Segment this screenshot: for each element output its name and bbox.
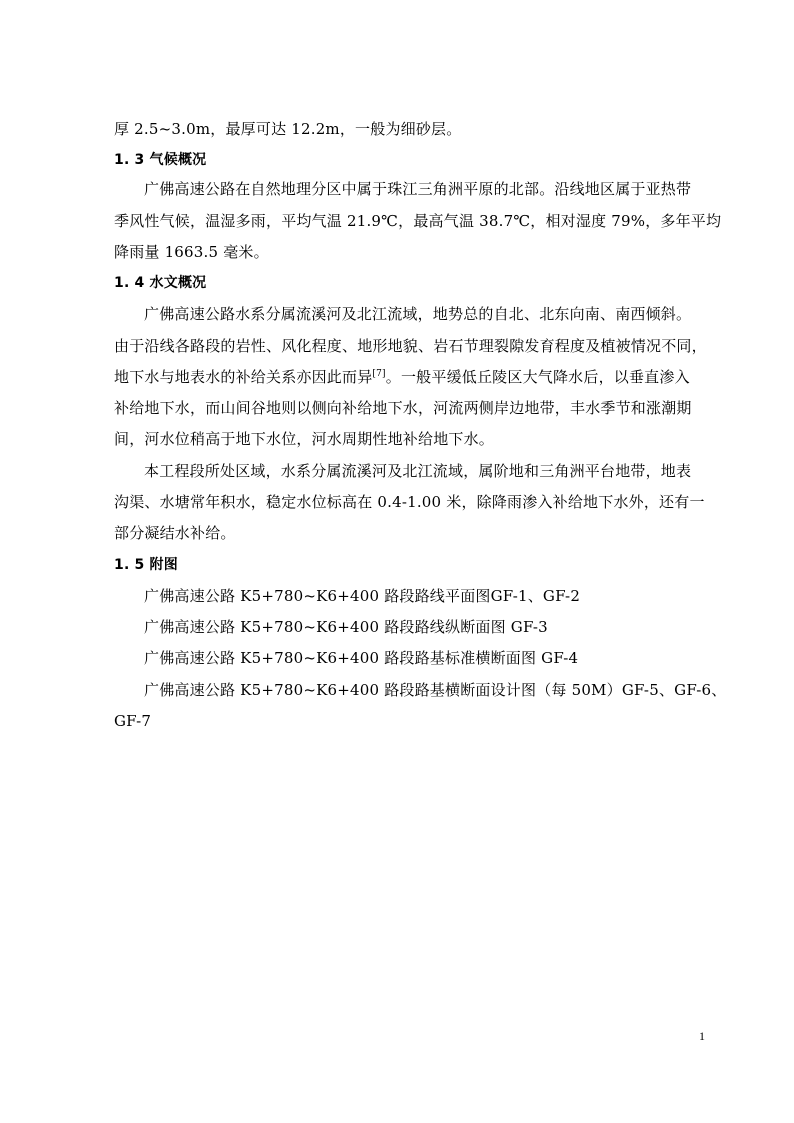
drawing-list-item-continuation: GF-7	[114, 712, 152, 730]
paragraph-line: 广佛高速公路水系分属流溪河及北江流域，地势总的自北、北东向南、南西倾斜。	[144, 305, 692, 323]
drawing-list-item: 广佛高速公路 K5+780~K6+400 路段路线平面图GF-1、GF-2	[144, 587, 581, 605]
paragraph-text: 。一般平缓低丘陵区大气降水后，以垂直渗入	[385, 368, 690, 386]
paragraph-text: 地下水与地表水的补给关系亦因此而异	[114, 368, 373, 386]
drawing-list-item: 广佛高速公路 K5+780~K6+400 路段路线纵断面图 GF-3	[144, 618, 548, 636]
drawing-list-item: 广佛高速公路 K5+780~K6+400 路段路基横断面设计图（每 50M）GF-5、GF-6、	[144, 681, 727, 699]
paragraph-line: 补给地下水，而山间谷地则以侧向补给地下水，河流两侧岸边地带，丰水季节和涨潮期	[114, 399, 692, 417]
paragraph-line: 部分凝结水补给。	[114, 524, 236, 542]
paragraph-line	[114, 362, 724, 392]
paragraph-line: 本工程段所处区域，水系分属流溪河及北江流域，属阶地和三角洲平台地带，地表	[144, 462, 692, 480]
paragraph-line: 广佛高速公路在自然地理分区中属于珠江三角洲平原的北部。沿线地区属于亚热带	[144, 180, 692, 198]
paragraph-line: 间，河水位稍高于地下水位，河水周期性地补给地下水。	[114, 430, 495, 448]
paragraph-line: 厚 2.5~3.0m，最厚可达 12.2m，一般为细砂层。	[114, 120, 462, 138]
paragraph-line: 季风性气候，温湿多雨，平均气温 21.9℃，最高气温 38.7℃，相对湿度 79%，多年平均	[114, 212, 722, 230]
section-heading-climate: 1. 3 气候概况	[114, 152, 207, 168]
citation-reference: [7]	[372, 369, 386, 379]
drawing-list-item: 广佛高速公路 K5+780~K6+400 路段路基标准横断面图 GF-4	[144, 649, 579, 667]
section-heading-hydrology: 1. 4 水文概况	[114, 275, 207, 291]
paragraph-line: 沟渠、水塘常年积水，稳定水位标高在 0.4-1.00 米，除降雨渗入补给地下水外，还有一	[114, 493, 705, 511]
paragraph-line: 降雨量 1663.5 毫米。	[114, 243, 269, 261]
section-heading-drawings: 1. 5 附图	[114, 557, 178, 573]
page-number: 1	[699, 1029, 705, 1043]
paragraph-line: 由于沿线各路段的岩性、风化程度、地形地貌、岩石节理裂隙发育程度及植被情况不同，	[114, 337, 707, 355]
